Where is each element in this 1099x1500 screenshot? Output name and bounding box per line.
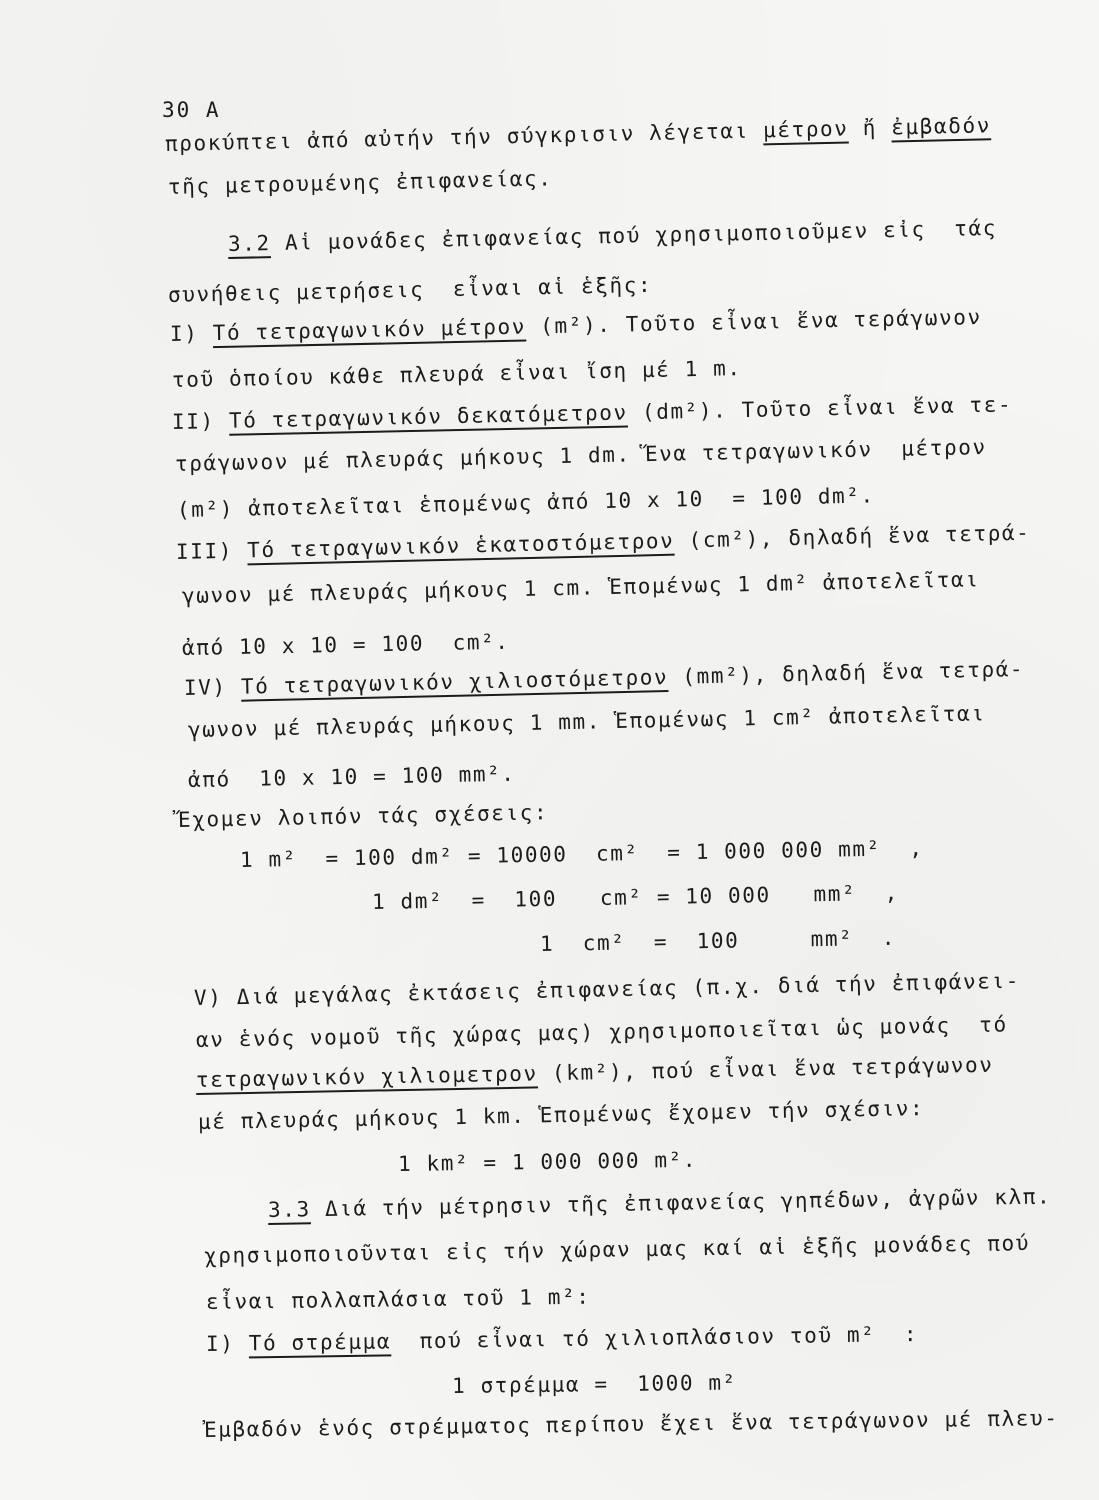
text-line: τοῦ ὁποίου κάθε πλευρά εἶναι ἴση μέ 1 m. — [171, 356, 742, 392]
text-fragment: (mm²), δηλαδή ἕνα τετρά- — [667, 656, 1025, 690]
list-marker: ΙΙΙ) — [175, 538, 248, 564]
formula-line: 1 km² = 1 000 000 m². — [397, 1147, 698, 1176]
text-line: τράγωνον μέ πλευράς μήκους 1 dm. Ἕνα τετραγωνικόν μέτρον — [174, 435, 987, 476]
section-heading-line — [268, 1184, 1052, 1222]
underlined-term: Τό στρέμμα — [248, 1329, 392, 1356]
text-line: Ἐμβαδόν ἑνός στρέμματος περίπου ἔχει ἕνα τετράγωνον μέ πλευ- — [203, 1406, 1059, 1442]
text-fragment: Διά τήν μέτρησιν τῆς ἐπιφανείας γηπέδων, ἀγρῶν κλπ. — [310, 1184, 1052, 1222]
text-line: εἶναι πολλαπλάσια τοῦ 1 m²: — [205, 1284, 591, 1314]
text-fragment: (m²). Τοῦτο εἶναι ἕνα τεράγωνον — [525, 305, 982, 339]
text-fragment: πού εἶναι τό χιλιοπλάσιον τοῦ m² : — [390, 1322, 919, 1354]
text-line: τῆς μετρουμένης ἐπιφανείας. — [167, 166, 553, 199]
text-line — [165, 113, 991, 156]
list-item-line: V) Διά μεγάλας ἐκτάσεις ἐπιφανείας (π.χ. διά τήν ἐπιφάνει- — [193, 968, 1021, 1010]
formula-line: 1 στρέμμα = 1000 m² — [451, 1370, 738, 1398]
underlined-term: Τό τετραγωνικόν μέτρον — [212, 314, 527, 346]
underlined-term: μέτρον — [762, 116, 849, 143]
section-heading-line — [228, 216, 997, 256]
text-fragment: (cm²), δηλαδή ἕνα τετρά- — [674, 520, 1031, 553]
underlined-term: Τό τετραγωνικόν ἑκατοστόμετρον — [246, 528, 675, 563]
list-item-line — [172, 392, 1013, 434]
text-line: μέ πλευράς μήκους 1 km. Ἑπομένως ἔχομεν τήν σχέσιν: — [197, 1096, 925, 1134]
text-line: Ἔχομεν λοιπόν τάς σχέσεις: — [177, 800, 549, 832]
list-item-line — [184, 657, 1025, 700]
section-number: 3.3 — [267, 1197, 311, 1222]
list-marker: Ι) — [169, 321, 213, 346]
text-line: ἀπό 10 x 10 = 100 mm². — [187, 761, 516, 792]
text-line: γωνον μέ πλευράς μήκους 1 cm. Ἑπομένως 1 dm² ἀποτελεῖται — [181, 567, 980, 608]
text-fragment: προκύπτει ἀπό αὐτήν τήν σύγκρισιν λέγεται — [164, 118, 764, 156]
underlined-term: Τό τετραγωνικόν χιλιοστόμετρον — [240, 665, 669, 699]
formula-line: 1 cm² = 100 mm² . — [539, 925, 897, 956]
list-item-line — [206, 1322, 918, 1356]
text-fragment: (dm²). Τοῦτο εἶναι ἕνα τε- — [627, 392, 1013, 425]
formula-line: 1 m² = 100 dm² = 10000 cm² = 1 000 000 mm² , — [239, 836, 924, 872]
text-line: χρησιμοποιοῦνται εἰς τήν χώραν μας καί αἱ ἑξῆς μονάδες πού — [203, 1231, 1031, 1268]
text-fragment: Αἱ μονάδες ἐπιφανείας πού χρησιμοποιοῦμεν εἰς τάς — [270, 215, 998, 256]
text-fragment: (km²), πού εἶναι ἕνα τετράγωνον — [537, 1052, 994, 1086]
list-item-line — [176, 521, 1031, 564]
text-line: γωνον μέ πλευράς μήκους 1 mm. Ἑπομένως 1 cm² ἀποτελεῖται — [187, 701, 986, 742]
underlined-term: τετραγωνικόν χιλιομετρον — [195, 1061, 539, 1092]
text-line: (m²) ἀποτελεῖται ἑπομένως ἀπό 10 x 10 = 100 dm². — [176, 483, 876, 522]
section-number: 3.2 — [227, 231, 271, 256]
list-marker: ΙV) — [183, 674, 242, 700]
text-fragment: ἤ — [848, 115, 892, 141]
list-marker: Ι) — [205, 1331, 249, 1356]
list-item-line — [170, 305, 982, 346]
text-line: ἀπό 10 x 10 = 100 cm². — [181, 629, 510, 660]
text-line: αν ἑνός νομοῦ τῆς χώρας μας) χρησιμοποιεῖται ὡς μονάς τό — [195, 1012, 1008, 1052]
underlined-term: Τό τετραγωνικόν δεκατόμετρον — [228, 400, 628, 433]
text-line: συνήθεις μετρήσεις εἶναι αἱ ἑξῆς: — [167, 272, 653, 307]
underlined-term: ἐμβαδόν — [890, 113, 992, 140]
formula-line: 1 dm² = 100 cm² = 10 000 mm² , — [371, 880, 900, 914]
page-number: 30 Α — [162, 98, 221, 122]
list-marker: ΙΙ) — [171, 408, 230, 434]
text-line — [196, 1053, 994, 1092]
